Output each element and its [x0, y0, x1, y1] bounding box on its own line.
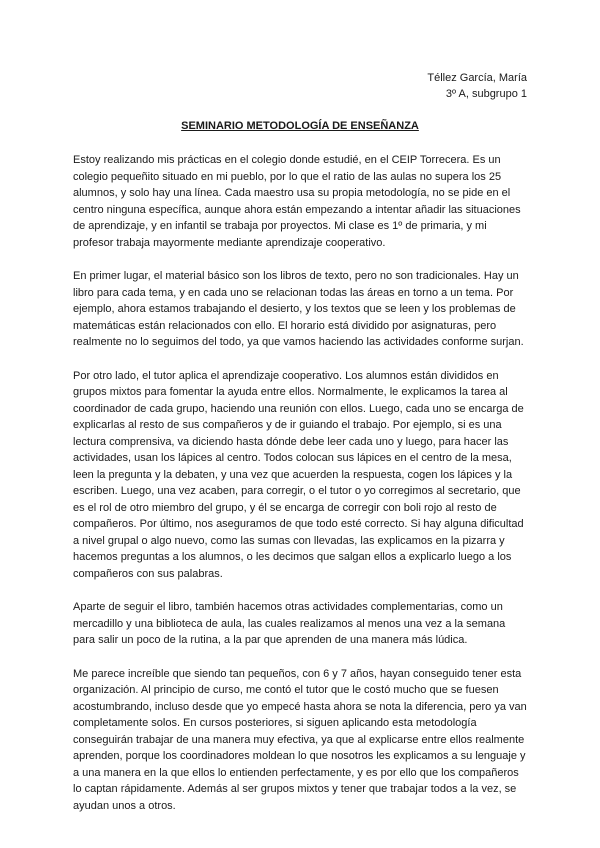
author-group: 3º A, subgrupo 1 — [445, 88, 527, 100]
paragraph-intro: Estoy realizando mis prácticas en el colegio donde estudié, en el CEIP Torrecera. Es un colegio pequeñito situado en mi pueblo, por lo que el ratio de las aulas no supera los 25 alumnos, y solo hay una línea. Cada maestro usa su propia metodología, no se pide en el centro ninguna específica, aunque ahora están empezando a intentar añadir las situaciones de aprendizaje, y en infantil se trabaja por proyectos. Mi clase es 1º de primaria, y mi profesor trabaja mayormente mediante aprendizaje cooperativo. — [73, 154, 521, 249]
paragraph-activities: Aparte de seguir el libro, también hacemos otras actividades complementarias, como un mercadillo y una biblioteca de aula, las cuales realizamos al menos una vez a la semana para salir un poco de la rutina, a la par que aprenden de una manera más lúdica. — [73, 601, 506, 646]
author-name: Téllez García, María — [427, 72, 527, 84]
paragraph-materials: En primer lugar, el material básico son los libros de texto, pero no son tradicionales. Hay un libro para cada tema, y en cada uno se relacionan todas las áreas en torno a un tema. Por ejemplo, ahora estamos trabajando el desierto, y los textos que se leen y los problemas de matemáticas están relacionados con ello. El horario está dividido por asignaturas, pero realmente no lo seguimos del todo, ya que vamos haciendo las actividades conforme surjan. — [73, 270, 524, 348]
paragraph-cooperative: Por otro lado, el tutor aplica el aprendizaje cooperativo. Los alumnos están divididos en grupos mixtos para fomentar la ayuda entre ellos. Normalmente, le explicamos la tarea al coordinador de cada grupo, haciendo una reunión con ellos. Luego, cada uno se encarga de explicarlas al resto de sus compañeros y de ir guiando el trabajo. Por ejemplo, si es una lectura comprensiva, va diciendo hasta dónde debe leer cada uno y luego, para hacer las actividades, usan los lápices al centro. Todos colocan sus lápices en el centro de la mesa, leen la pregunta y la debaten, y una vez que acuerden la respuesta, cogen los lápices y la escriben. Luego, una vez acaben, para corregir, o el tutor o yo corregimos al secretario, que es el rol de otro miembro del grupo, y él se encarga de corregir con boli rojo al resto de compañeros. Por último, nos aseguramos de que todo esté correcto. Si hay alguna dificultad a nivel grupal o algo nuevo, como las sumas con llevadas, las explicamos en la pizarra y hacemos preguntas a los alumnos, o les decimos que salgan ellos a explicarlo luego a los compañeros con sus palabras. — [73, 369, 524, 580]
author-block — [73, 70, 527, 102]
paragraph-reflection: Me parece increíble que siendo tan pequeños, con 6 y 7 años, hayan conseguido tener esta organización. Al principio de curso, me contó el tutor que le costó mucho que se fuesen acostumbrando, incluso desde que yo empecé hasta ahora se nota la diferencia, pero ya van completamente solos. En cursos posteriores, si siguen aplicando esta metodología conseguirán trabajar de una manera muy efectiva, ya que al explicarse entre ellos realmente aprenden, porque los coordinadores moldean lo que nosotros les explicamos a su lenguaje y a una manera en la que ellos lo entienden perfectamente, y es por ello que los compañeros lo captan rápidamente. Además al ser grupos mixtos y tener que trabajar todos a la vez, se ayudan unos a otros. — [73, 667, 527, 812]
document-title: SEMINARIO METODOLOGÍA DE ENSEÑANZA — [181, 120, 419, 132]
